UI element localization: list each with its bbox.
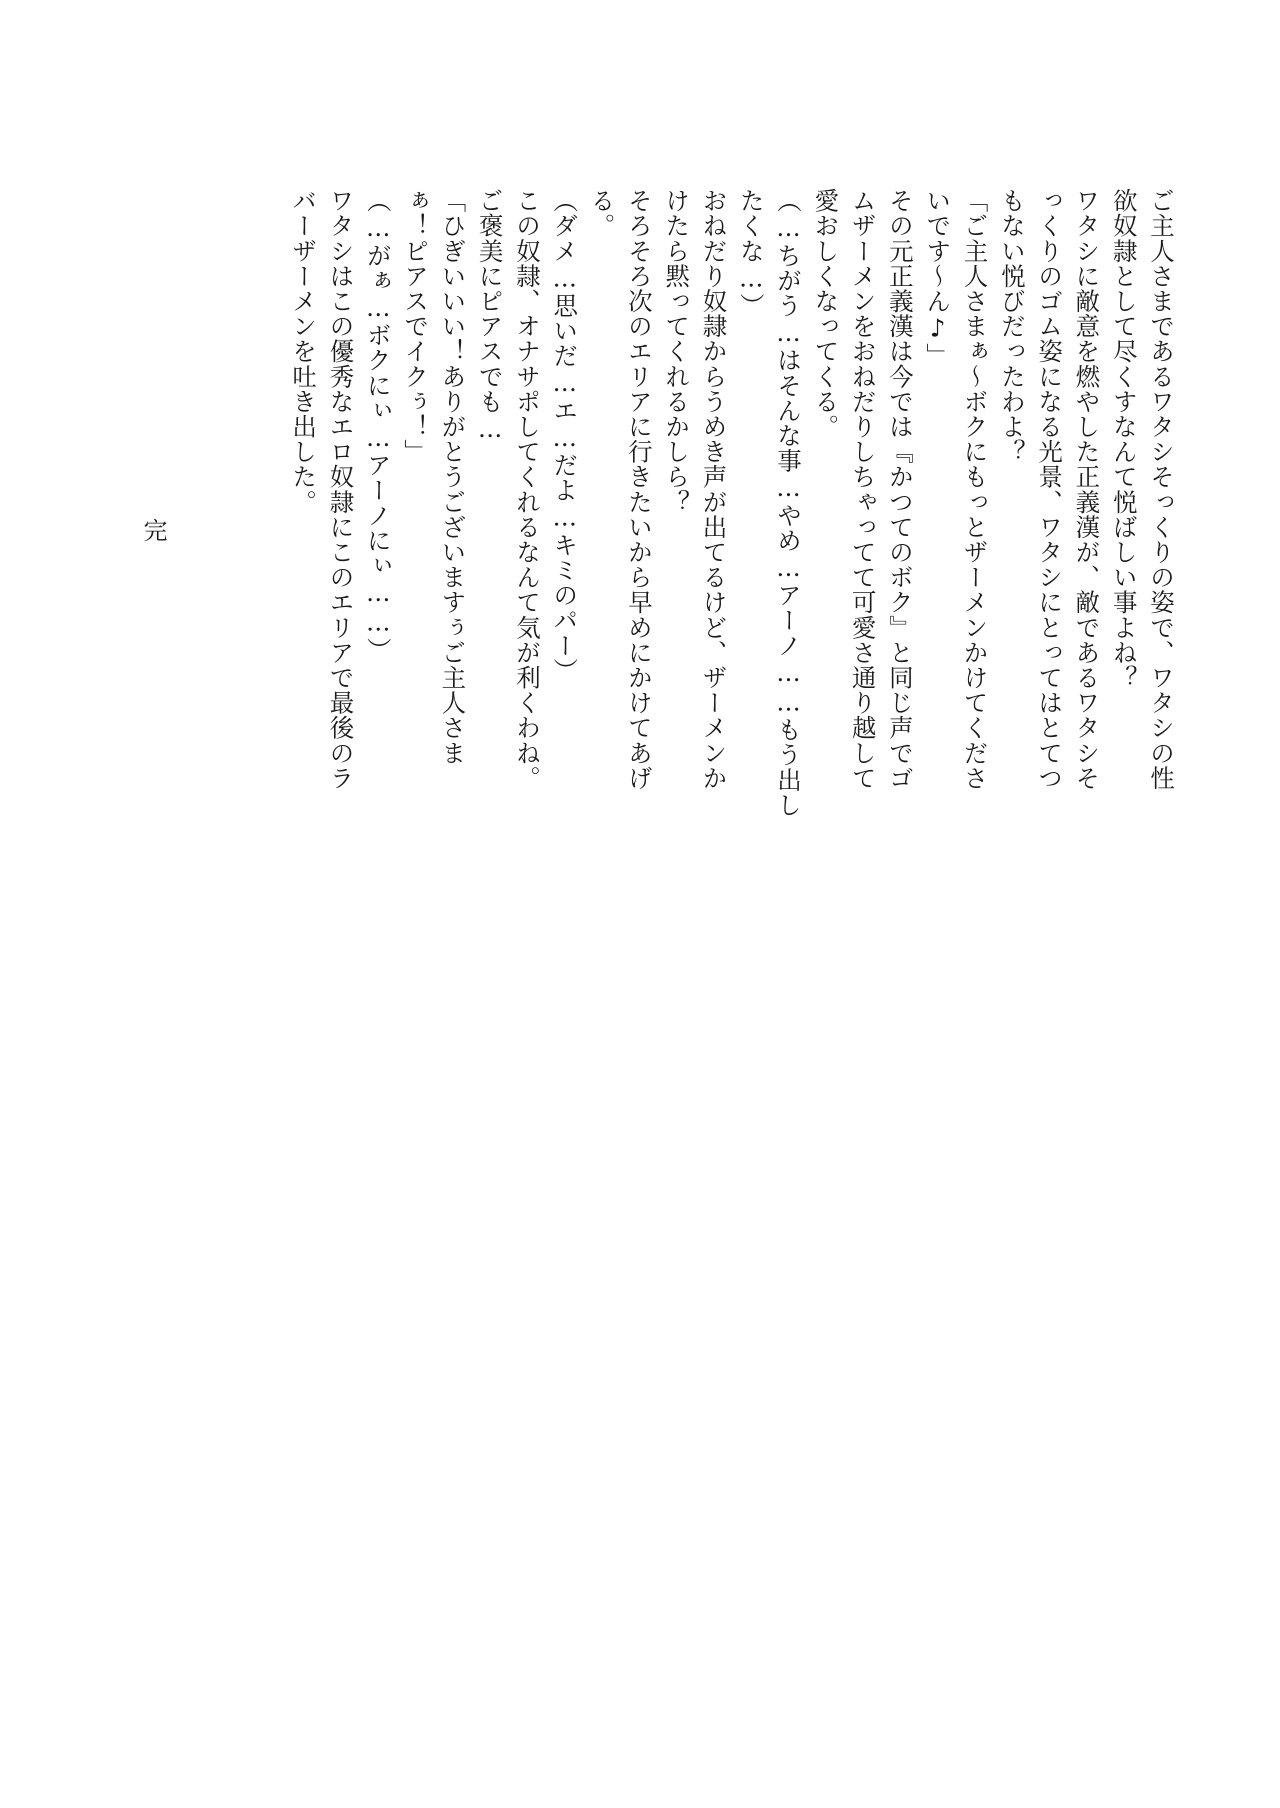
text-line: もない悦びだったわよ？ [997, 188, 1027, 465]
body-text [289, 188, 1180, 908]
text-line: けたら黙ってくれるかしら？ [662, 188, 692, 515]
text-line: ご主人さまであるワタシそっくりの姿で、ワタシの性 [1147, 188, 1176, 791]
text-line: （…ちがう…はそんな事…やめ…アーノ……もう出し [774, 188, 804, 818]
text-line: 欲奴隷として尽くすなんて悦ばしい事よね？ [1109, 188, 1139, 690]
end-mark: 完 [139, 518, 167, 542]
text-line: ワタシはこの優秀なエロ奴隷にこのエリアで最後のラ [326, 188, 356, 791]
text-line: （…がぁ…ボクにぃ…アーノにぃ……） [363, 188, 393, 663]
text-line: バーザーメンを吐き出した。 [289, 188, 319, 515]
text-line: 愛おしくなってくる。 [811, 188, 841, 439]
text-line: いです～ん♪」 [923, 188, 953, 369]
text-line: おねだり奴隷からうめき声が出てるけど、ザーメンか [699, 188, 729, 791]
text-line: っくりのゴム姿になる光景、ワタシにとってはとてつ [1035, 188, 1065, 791]
text-line: る。 [587, 188, 617, 239]
text-line: ぁ！ピアスでイクぅ！」 [401, 188, 431, 465]
text-line: 「ひぎいいい！ありがとうございますぅご主人さま [438, 188, 468, 766]
text-line: この奴隷、オナサポしてくれるなんて気が利くわね。 [512, 188, 542, 791]
text-line: その元正義漢は今では『かつてのボク』と同じ声でゴ [885, 188, 915, 791]
text-line: ワタシに敵意を燃やした正義漢が、敵であるワタシそ [1072, 188, 1102, 791]
text-line: そろそろ次のエリアに行きたいから早めにかけてあげ [624, 188, 654, 791]
text-line: ご褒美にピアスでも… [475, 188, 505, 444]
text-line: 「ご主人さまぁ～ボクにもっとザーメンかけてくださ [960, 188, 990, 791]
text-line: たくな…） [736, 188, 766, 318]
text-line: （ダメ…思いだ…エ…だよ…キミのパー） [550, 188, 580, 683]
text-line: ムザーメンをおねだりしちゃってて可愛さ通り越して [848, 188, 878, 791]
